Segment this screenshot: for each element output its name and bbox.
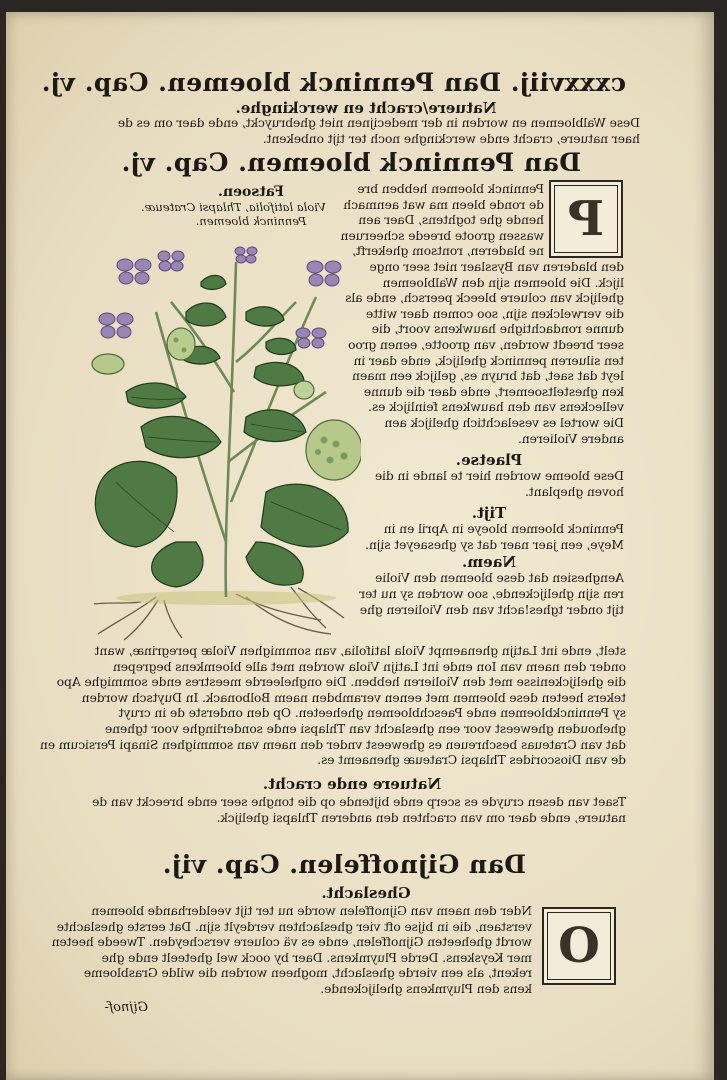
top-heading: cxxxviij. Dan Penninck bloemen. Cap. vj.: [41, 68, 626, 97]
book-page: [6, 12, 714, 1080]
naem-full-block: [40, 644, 626, 769]
naem-line-10: dat van Crateuas beschreuen es gheweest vnder den naem van sommighen Sinapi Persicum en: [40, 737, 626, 752]
body-1-line-12: ten silueren penninck ghelijck, ende daer in: [353, 353, 624, 368]
gheslacht-line-6: kens den Pluymkens ghelijckende.: [320, 981, 532, 996]
natuere-block: [78, 775, 626, 826]
tijt-line-2: Meye, een jaer naer dat sy ghesaeyet sijn.: [365, 537, 624, 552]
naem-line-2: ren sijn ghelijckende, soo worden sy nu ter: [359, 587, 624, 602]
body-1-line-13: leyt dat saet, dat bruyn es, gelijck een maen: [352, 369, 624, 384]
plaetse-line-1: Dese bloeme worden hier te lande in die: [375, 469, 624, 484]
body-1-line-1: Penninck bloemen hebben bre: [357, 182, 544, 196]
naem-line-11: de van Dioscorides Thlapsi Crateuæ ghenaemt es.: [317, 753, 626, 768]
gheslacht-line-1: Nder den naem van Gijnoffelen worde nu ter tijt veelderhande bloemen: [91, 904, 532, 918]
plaetse-line-2: hoven gheplant.: [525, 484, 624, 499]
naem-line-1: Aenghesien dat dese bloemen den Violie: [375, 571, 624, 586]
fatsoen-label: Fatsoen.: [218, 184, 284, 200]
naem-line-5: onder den naem van Ion ende int Latijn Viola worden met alle bloemkens begrepen: [113, 659, 626, 674]
naem-line-9: ghehouden gheweest voor een gheslacht van Thlapsi ende sonderlinghe voor tghene: [105, 721, 626, 736]
gheslacht-line-5: rekent, als een vierde gheslacht, mogheen worden die wilde Grasbloeme: [83, 966, 532, 981]
plaetse-label: Plaetse.: [455, 451, 523, 470]
body-1-line-16: Die wortel es veselachtich ghelijck aen: [384, 415, 624, 430]
chapter2-heading-block: [162, 850, 526, 879]
initial-letter-2: O: [558, 918, 600, 974]
body-1-line-11: seer breedt worden, van grootte, eenen groo: [348, 337, 624, 352]
body-1-line-17: andere Violieren.: [518, 431, 624, 446]
body-1-line-4: wassen groote breede scheeruen: [340, 228, 544, 243]
catchword-block: [88, 1000, 148, 1015]
latin-name-1: Viola latifolia, Thlapsi Crateuæ.: [140, 200, 326, 214]
naem-line-8: sy Penninckbloemen ende Paeschbloemen gheheeten. Op den onderste de in cruyt: [118, 706, 626, 721]
gheslacht-label-block: [276, 884, 456, 902]
body-1-line-3: hende ghe toghtens, Daer aen: [358, 213, 544, 228]
decorated-initial-2: [542, 907, 616, 985]
body-block-1: [340, 182, 624, 618]
fatsoen-block: [140, 184, 326, 228]
natuere-line-2: natuere, ende daer om van crachten den anderen Thlapsi ghelijck.: [216, 810, 626, 825]
running-heading-block: [41, 68, 626, 117]
chapter-heading-block: [121, 148, 581, 177]
tijt-line-1: Penninck bloemen bloeye in April en in: [383, 522, 624, 537]
top-line-2: haer natuere, cracht ende werckinghe noch ter tijt onbekent.: [262, 131, 640, 146]
latin-name-2: Penninck bloemen.: [195, 214, 307, 228]
body-1-line-2: de ronde bleen ma wat aenmach: [343, 197, 544, 212]
gheslacht-line-2: verstaen, die in bijse oft vier gheslachten verdeylt sijn. Dat eerste gheslachte: [56, 919, 532, 934]
naem-line-3: tijt onder tghes!acht van den Violieren ghe: [359, 602, 624, 617]
gheslacht-line-4: mer Keyskens. Derde Pluymkens. Daer by oock wel gheteelt ende ghe: [101, 950, 532, 965]
body-1-line-15: velleckens van den hauwkens feinlijck es.: [368, 400, 624, 415]
body-1-line-7: lijck. Die bloemen sijn den Walbloemen: [382, 275, 624, 290]
catchword: Gijnof-: [104, 1000, 148, 1015]
body-1-line-8: ghelijck van coluere bleeck peersch, ende als: [345, 291, 624, 306]
body-1-line-5: ne bladeren, rontsom ghekerft,: [352, 244, 544, 259]
body-1-line-10: dunne rondachtighe hauwkens voort, die: [371, 322, 624, 337]
natuere-line-1: Tsaet van desen cruyde es scerp ende bijtende op die tonghe seer ende breeckt van de: [92, 795, 626, 809]
natuere-label: Natuere ende cracht.: [262, 775, 442, 793]
naem-line-6: die ghelijckenisse met den Violieren hebben. Die ongheleerde meestres ende sommighe Apo: [56, 675, 626, 690]
top-line-1: Dese Walbloemen en worden in der medecijnen niet ghebruyckt, ende daer om es de: [117, 116, 640, 130]
body-1-line-6: den bladeren van Bysslaer niet seer onge: [369, 259, 624, 274]
body-1-line-14: ken ghesteltsoemert, ende daer die dunne: [363, 384, 624, 399]
chapter-heading: Dan Penninck bloemen. Cap. vj.: [121, 148, 581, 177]
gheslacht-label: Gheslacht.: [321, 884, 411, 902]
chapter2-heading: Dan Gijnoffelen. Cap. vij.: [162, 850, 526, 879]
body-1-line-9: die verwelcken sijn, soo comen daer witte: [366, 306, 624, 321]
naem-label: Naem.: [461, 553, 517, 572]
gheslacht-block: [51, 904, 532, 998]
gheslacht-line-3: wordt gheheeten Gijnoffelen, ende es vä coluere verscheyden. Tweede heeten: [51, 935, 532, 950]
top-text-block: [80, 116, 640, 147]
plant-illustration: [86, 242, 361, 642]
naem-line-7: tekers heeten dese bloemen met eenen verambden naem Bolbonack. In Duytsch worden: [81, 690, 626, 705]
top-subheading: Natuere/cracht en werckinghe.: [235, 99, 497, 117]
naem-line-4: stelt, ende int Latijn ghenaempt Viola latifolia, van sommighen Violæ peregrinæ, want: [94, 644, 626, 658]
tijt-label: Tijt.: [471, 504, 507, 523]
initial-letter-1: P: [567, 191, 605, 247]
